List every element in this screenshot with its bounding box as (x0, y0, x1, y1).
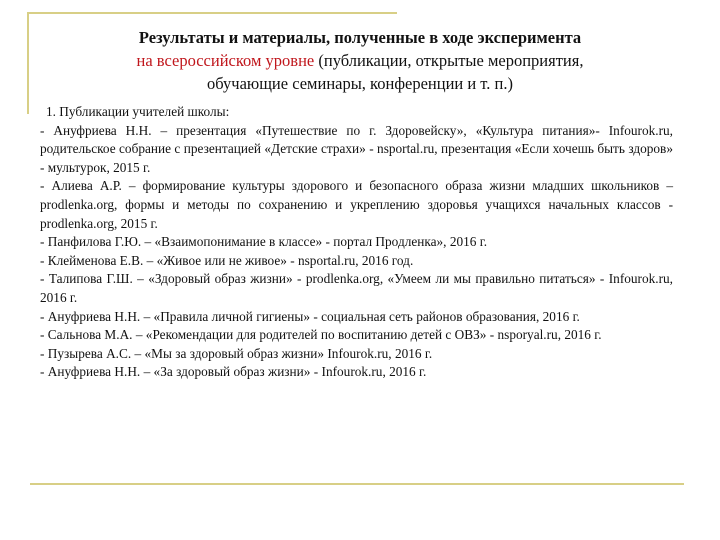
list-item: - Панфилова Г.Ю. – «Взаимопонимание в классе» - портал Продленка», 2016 г. (40, 234, 488, 250)
publications-list (40, 103, 673, 382)
top-rule (27, 12, 397, 14)
list-item: - Клейменова Е.В. – «Живое или не живое» - nsportal.ru, 2016 год. (40, 252, 414, 268)
slide-title (60, 26, 660, 95)
list-item: - Талипова Г.Ш. – «Здоровый образ жизни» - prodlenka.org, «Умеем ли мы правильно питаться» - Infourok.ru, 2016 г. (40, 271, 673, 305)
section-heading: 1. Публикации учителей школы: (46, 104, 230, 119)
title-line-2 (60, 49, 660, 72)
title-line-2-rest: (публикации, открытые мероприятия, (314, 51, 584, 70)
list-item: - Ануфриева Н.Н. – «Правила личной гигиены» - социальная сеть районов образования, 2016 г. (40, 308, 580, 324)
list-item: - Алиева А.Р. – формирование культуры здорового и безопасного образа жизни младших школьников –prodlenka.org, формы и методы по сохранению и укреплению здоровья учащихся начальных классов - prodlenka.org, 2015 г. (40, 178, 673, 231)
list-item: - Пузырева А.С. – «Мы за здоровый образ жизни» Infourok.ru, 2016 г. (40, 345, 433, 361)
title-line-1: Результаты и материалы, полученные в ходе эксперимента (138, 28, 582, 47)
list-item: - Ануфриева Н.Н. – презентация «Путешествие по г. Здоровейску», «Культура питания»- Infourok.ru, родительское собрание с презентацией «Детские страхи» - nsportal.ru, презентация «Если хочешь быть здоров» - мультурок, 2015 г. (40, 122, 673, 175)
title-line-3: обучающие семинары, конференции и т. п.) (207, 74, 513, 93)
left-rule (27, 14, 29, 114)
list-item: - Сальнова М.А. – «Рекомендации для родителей по воспитанию детей с ОВЗ» - nsporyal.ru, 2016 г. (40, 327, 602, 343)
list-item: - Ануфриева Н.Н. – «За здоровый образ жизни» - Infourok.ru, 2016 г. (40, 364, 427, 380)
title-accent-text: на всероссийском уровне (136, 51, 315, 70)
bottom-rule (30, 483, 684, 485)
